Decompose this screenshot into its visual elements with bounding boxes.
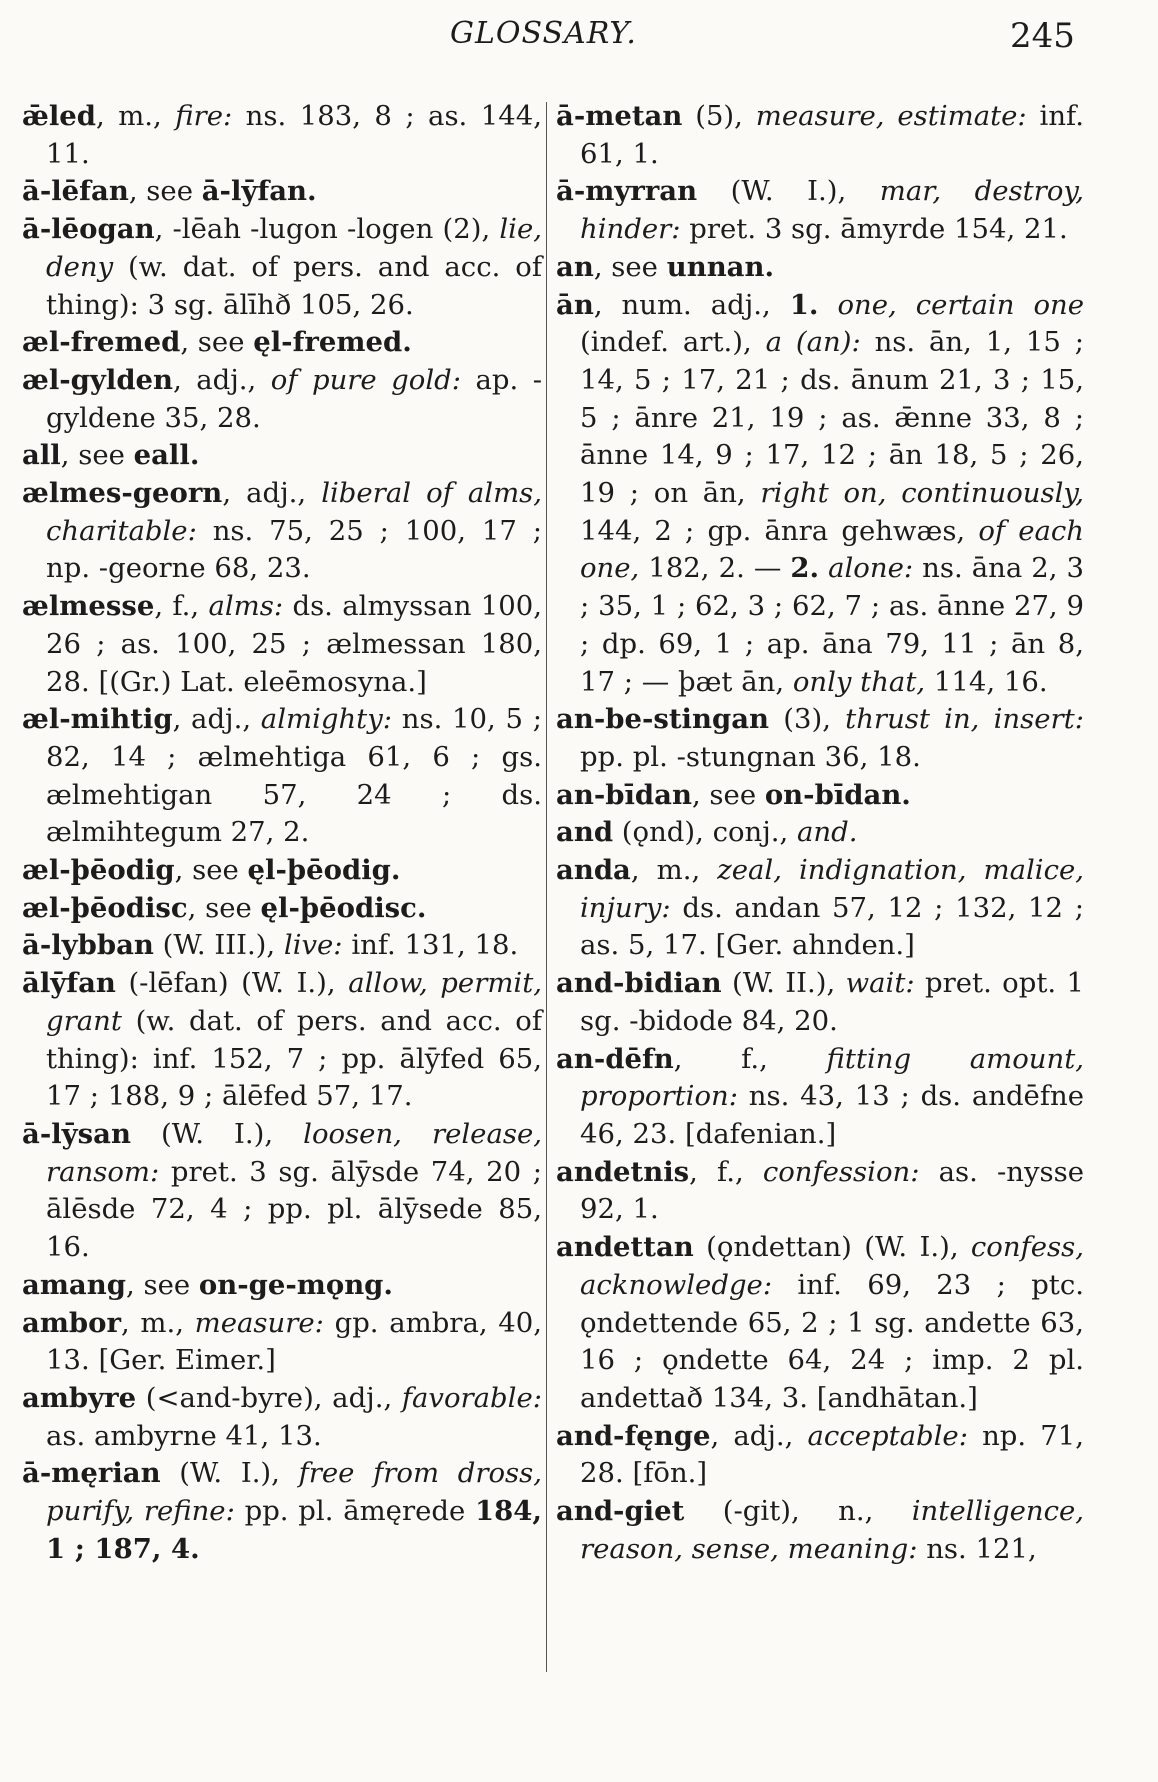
entry-text: (w. dat. of pers. and acc. of thing): 3 sg. ālīhð 105, 26. (46, 250, 542, 321)
running-head: GLOSSARY. (450, 16, 637, 51)
entry-text: pp. pl. āmęrede (234, 1495, 476, 1528)
definition-text: favorable: (401, 1381, 542, 1414)
glossary-entry (556, 701, 1084, 776)
definition-text: confess, acknowledge: (580, 1231, 1084, 1301)
glossary-entry (22, 1380, 542, 1455)
entry-text: , m., (630, 854, 718, 887)
entry-text: ds. almyssan 100, 26 ; as. 100, 25 ; ælmessan 180, 28. [(Gr.) Lat. eleēmosyna.] (46, 590, 542, 698)
headword: ā-lēogan (22, 213, 155, 246)
entry-text: (<and-byre), adj., (136, 1381, 402, 1414)
entry-text: gp. ambra, 40, 13. [Ger. Eimer.] (46, 1306, 542, 1377)
entry-text: 144, 2 ; gp. ānra gehwæs, (580, 514, 979, 547)
entry-text: ns. 121, (917, 1532, 1037, 1565)
entry-text: inf. 61, 1. (580, 100, 1084, 170)
glossary-entry (22, 890, 542, 928)
entry-text: ns. 43, 13 ; ds. andēfne 46, 23. [dafenian.] (580, 1080, 1084, 1150)
definition-text: right on, continuously, (760, 477, 1084, 510)
entry-text: 182, 2. — (639, 552, 791, 585)
glossary-entry (556, 287, 1084, 702)
entry-text: (ǫndettan) (W. I.), (693, 1231, 971, 1264)
page-number: 245 (1010, 16, 1075, 56)
entry-text: 184, 1 ; 187, 4. (46, 1495, 542, 1565)
headword: unnan. (666, 250, 775, 283)
headword: an-be-stingan (556, 703, 770, 736)
glossary-entry (22, 475, 542, 588)
entry-text: , see (691, 778, 765, 811)
entry-text: , see (174, 854, 248, 887)
entry-text: , adj., (172, 703, 261, 736)
headword: ā-męrian (22, 1457, 161, 1490)
definition-text: measure: (194, 1306, 324, 1339)
headword: eall. (133, 439, 200, 472)
entry-text: (indef. art.), (580, 326, 766, 359)
definition-text: live: (283, 929, 343, 962)
glossary-entry (556, 1229, 1084, 1418)
definition-text: free from dross, purify, refine: (46, 1457, 542, 1528)
glossary-entry (22, 1116, 542, 1267)
headword: anda (556, 854, 631, 887)
entry-text: inf. 131, 18. (342, 929, 519, 962)
headword: æl-fremed (22, 326, 181, 359)
headword: ambyre (22, 1381, 137, 1414)
definition-text: liberal of alms, charitable: (46, 477, 542, 547)
entry-text: , -lēah -lugon -logen (2), (154, 213, 500, 246)
entry-text: , adj., (222, 477, 322, 510)
headword: æl-mihtig (22, 703, 173, 736)
entry-text: (W. I.), (697, 175, 880, 208)
headword: and-giet (556, 1495, 685, 1528)
definition-text: only that, (792, 665, 926, 698)
entry-text: , f., (154, 590, 209, 623)
entry-text: (-git), n., (684, 1495, 912, 1528)
entry-text: inf. 69, 23 ; ptc. ǫndettende 65, 2 ; 1 sg. andette 63, 16 ; ǫndette 64, 24 ; imp. 2 pl. andettað 134, 3. [andhātan.] (580, 1268, 1084, 1414)
glossary-entry (556, 965, 1084, 1040)
definition-text: and. (797, 816, 858, 849)
definition-text: alone: (828, 552, 914, 585)
glossary-entry (556, 249, 1084, 287)
definition-text: wait: (845, 967, 915, 1000)
entry-text: , see (593, 250, 667, 283)
entry-text: pp. pl. -stungnan 36, 18. (580, 740, 921, 773)
entry-text: (5), (682, 100, 756, 132)
glossary-entry (22, 1455, 542, 1568)
headword: æl-gylden (22, 363, 174, 396)
definition-text: fire: (175, 100, 233, 132)
headword: ǣled (22, 100, 96, 132)
entry-text: (3), (769, 703, 846, 736)
headword: an (556, 250, 594, 283)
entry-text: (W. III.), (153, 929, 284, 962)
glossary-entry (22, 324, 542, 362)
glossary-entry (22, 211, 542, 324)
glossary-entry (22, 701, 542, 852)
definition-text: almighty: (260, 703, 393, 736)
entry-text: 2. (790, 552, 820, 585)
entry-text: as. -nysse 92, 1. (580, 1155, 1084, 1226)
headword: ęl-þēodig. (247, 854, 401, 887)
glossary-entry (22, 173, 542, 211)
headword: ā-lȳfan. (201, 175, 317, 208)
headword: æl-þēodisc (22, 891, 188, 924)
entry-text: 114, 16. (925, 665, 1048, 698)
headword: andetnis (556, 1155, 690, 1188)
headword: and-fęnge (556, 1419, 711, 1452)
entry-text: ns. 183, 8 ; as. 144, 11. (46, 100, 542, 170)
entry-text (818, 289, 837, 321)
definition-text: loosen, release, ransom: (46, 1117, 542, 1188)
definition-text: zeal, indignation, malice, injury: (580, 854, 1084, 924)
glossary-entry (22, 1267, 542, 1305)
headword: ā-lēfan (22, 175, 129, 208)
entry-text: (ǫnd), conj., (613, 816, 798, 849)
entry-text: (W. I.), (160, 1457, 299, 1490)
entry-text: , f., (673, 1042, 827, 1075)
definition-text: one, certain one (837, 288, 1084, 321)
entry-text: , m., (120, 1306, 195, 1339)
definition-text: of pure gold: (270, 363, 462, 396)
column-divider (546, 102, 547, 1672)
headword: ā-myrran (556, 175, 698, 208)
headword: æl-þēodig (22, 854, 175, 887)
glossary-entry (22, 965, 542, 1116)
entry-text: ns. 10, 5 ; 82, 14 ; ælmehtiga 61, 6 ; gs. ælmehtigan 57, 24 ; ds. ælmihtegum 27, 2. (46, 703, 542, 849)
headword: ālȳfan (22, 967, 116, 1000)
headword: ælmesse (22, 590, 155, 623)
definition-text: fitting amount, proportion: (580, 1042, 1084, 1113)
definition-text: intelligence, reason, sense, meaning: (580, 1495, 1084, 1565)
glossary-entry (22, 852, 542, 890)
glossary-entry (22, 437, 542, 475)
definition-text: acceptable: (807, 1419, 968, 1452)
headword: ęl-þēodisc. (260, 891, 427, 924)
entry-text: as. ambyrne 41, 13. (46, 1419, 322, 1452)
headword: amang (22, 1268, 126, 1301)
headword: ā-lybban (22, 929, 154, 962)
right-column (556, 98, 1084, 1568)
glossary-entry (22, 98, 542, 173)
entry-text: , adj., (173, 363, 271, 396)
entry-text: ds. andan 57, 12 ; 132, 12 ; as. 5, 17. [Ger. ahnden.] (580, 891, 1084, 962)
headword: andettan (556, 1231, 694, 1264)
headword: ān (556, 288, 594, 321)
entry-text: pret. 3 sg. āmyrde 154, 21. (680, 213, 1068, 246)
entry-text: , see (60, 439, 134, 472)
entry-text: pret. 3 sg. ālȳsde 74, 20 ; ālēsde 72, 4 ; pp. pl. ālȳsede 85, 16. (46, 1155, 542, 1264)
definition-text: confession: (762, 1155, 920, 1188)
entry-text: ns. 75, 25 ; 100, 17 ; np. -georne 68, 23. (46, 514, 542, 585)
entry-text: , num. adj., (593, 288, 790, 321)
definition-text: measure, estimate: (755, 100, 1027, 132)
glossary-entry (556, 852, 1084, 965)
headword: ęl-fremed. (253, 326, 412, 359)
headword: an-dēfn (556, 1042, 674, 1075)
headword: an-bīdan (556, 778, 692, 811)
definition-text: lie, deny (46, 213, 542, 283)
left-column (22, 98, 542, 1568)
entry-text: ns. ān, 1, 15 ; 14, 5 ; 17, 21 ; ds. ānum 21, 3 ; 15, 5 ; ānre 21, 19 ; as. ǣnne 33, 8 ; ānne 14, 9 ; 17, 12 ; ān 18, 5 ; 26, 19 ; on ān, (580, 326, 1084, 510)
entry-text: 1. (789, 288, 819, 321)
headword: ā-lȳsan (22, 1117, 131, 1150)
entry-text: (W. I.), (130, 1117, 304, 1150)
definition-text: of each one, (580, 514, 1084, 585)
glossary-entry (556, 1493, 1084, 1568)
glossary-entry (22, 1305, 542, 1380)
entry-text: , see (180, 326, 254, 359)
entry-text: , see (187, 891, 261, 924)
entry-text: (-lēfan) (W. I.), (115, 967, 349, 1000)
entry-text: , m., (96, 100, 176, 132)
glossary-entry (556, 777, 1084, 815)
definition-text: a (an): (765, 326, 861, 359)
entry-text: , f., (689, 1155, 763, 1188)
definition-text: allow, permit, grant (46, 967, 542, 1037)
glossary-entry (556, 1041, 1084, 1154)
entry-text: (w. dat. of pers. and acc. of thing): inf. 152, 7 ; pp. ālȳfed 65, 17 ; 188, 9 ; ālēfed 57, 17. (46, 1004, 542, 1113)
glossary-entry (556, 173, 1084, 248)
glossary-entry (556, 98, 1084, 173)
headword: and-bidian (556, 967, 722, 1000)
headword: on-ge-mǫng. (198, 1268, 393, 1301)
glossary-entry (556, 814, 1084, 852)
headword: all (22, 439, 61, 472)
entry-text: ns. āna 2, 3 ; 35, 1 ; 62, 3 ; 62, 7 ; as. ānne 27, 9 ; dp. 69, 1 ; ap. āna 79, 11 ; ān 8, 17 ; — þæt ān, (580, 552, 1084, 698)
entry-text: np. 71, 28. [fōn.] (580, 1419, 1084, 1490)
headword: ælmes-georn (22, 477, 223, 510)
entry-text: , see (128, 175, 202, 208)
definition-text: thrust in, insert: (845, 703, 1084, 736)
glossary-entry (22, 588, 542, 701)
definition-text: mar, destroy, hinder: (580, 175, 1084, 246)
headword: and (556, 816, 614, 849)
entry-text: , adj., (710, 1419, 808, 1452)
glossary-entry (556, 1418, 1084, 1493)
glossary-entry (22, 362, 542, 437)
entry-text: pret. opt. 1 sg. -bidode 84, 20. (580, 967, 1084, 1037)
headword: ā-metan (556, 100, 683, 132)
entry-text: , see (125, 1268, 199, 1301)
headword: on-bīdan. (764, 778, 911, 811)
glossary-entry (556, 1154, 1084, 1229)
glossary-entry (22, 927, 542, 965)
headword: ambor (22, 1306, 121, 1339)
definition-text: alms: (208, 590, 284, 623)
entry-text: (W. II.), (721, 967, 846, 1000)
entry-text: ap. -gyldene 35, 28. (46, 363, 542, 434)
entry-text (819, 552, 828, 584)
